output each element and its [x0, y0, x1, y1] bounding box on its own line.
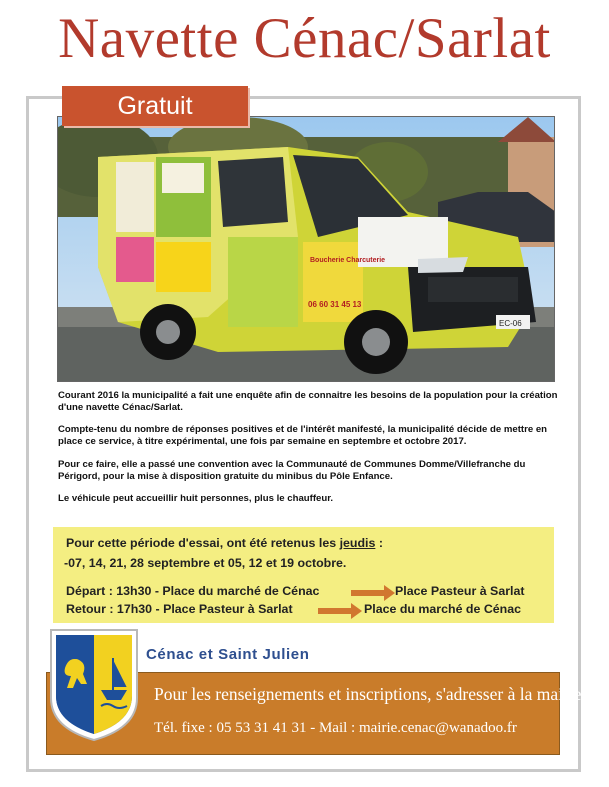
free-badge: Gratuit [62, 86, 248, 126]
schedule-intro: Pour cette période d'essai, ont été retenus les jeudis : [66, 536, 383, 550]
van-photo [57, 116, 555, 382]
paragraph-convention: Pour ce faire, elle a passé une convention avec la Communauté de Communes Domme/Villefranche du Périgord, pour la mise à disposition gratuite du minibus du Pôle Enfance. [58, 459, 526, 482]
paragraph-decision: Compte-tenu du nombre de réponses positives et de l'intérêt manifesté, la municipalité décide de mettre en place ce service, à titre expérimental, une fois par semaine en septembre et octobre 2017. [58, 424, 548, 447]
commune-name: Cénac et Saint Julien [146, 646, 310, 663]
van-phone-text: 06 60 31 45 13 [308, 300, 362, 309]
contact-line-phone-mail: Tél. fixe : 05 53 31 41 31 - Mail : mairie.cenac@wanadoo.fr [154, 720, 517, 736]
poster-title: Navette Cénac/Sarlat [58, 7, 551, 70]
paragraph-survey: Courant 2016 la municipalité a fait une enquête afin de connaitre les besoins de la population pour la création d'une navette Cénac/Sarlat. [58, 390, 558, 413]
depart-label: Départ : 13h30 - Place du marché de Cénac [66, 584, 320, 598]
contact-line-info: Pour les renseignements et inscriptions, s'adresser à la mairie. [154, 684, 586, 704]
van-brand-text: Boucherie Charcuterie [310, 257, 386, 264]
van-plate: EC-06 [499, 319, 522, 328]
schedule-day: jeudis [339, 536, 376, 550]
depart-destination: Place Pasteur à Sarlat [395, 584, 525, 598]
coat-of-arms-icon [49, 628, 139, 742]
schedule-dates: -07, 14, 21, 28 septembre et 05, 12 et 19 octobre. [64, 556, 347, 570]
retour-destination: Place du marché de Cénac [364, 602, 522, 616]
retour-label: Retour : 17h30 - Place Pasteur à Sarlat [66, 602, 293, 616]
depart-arrow [351, 590, 385, 596]
retour-arrow [318, 608, 352, 614]
paragraph-capacity: Le véhicule peut accueillir huit personnes, plus le chauffeur. [58, 493, 334, 504]
